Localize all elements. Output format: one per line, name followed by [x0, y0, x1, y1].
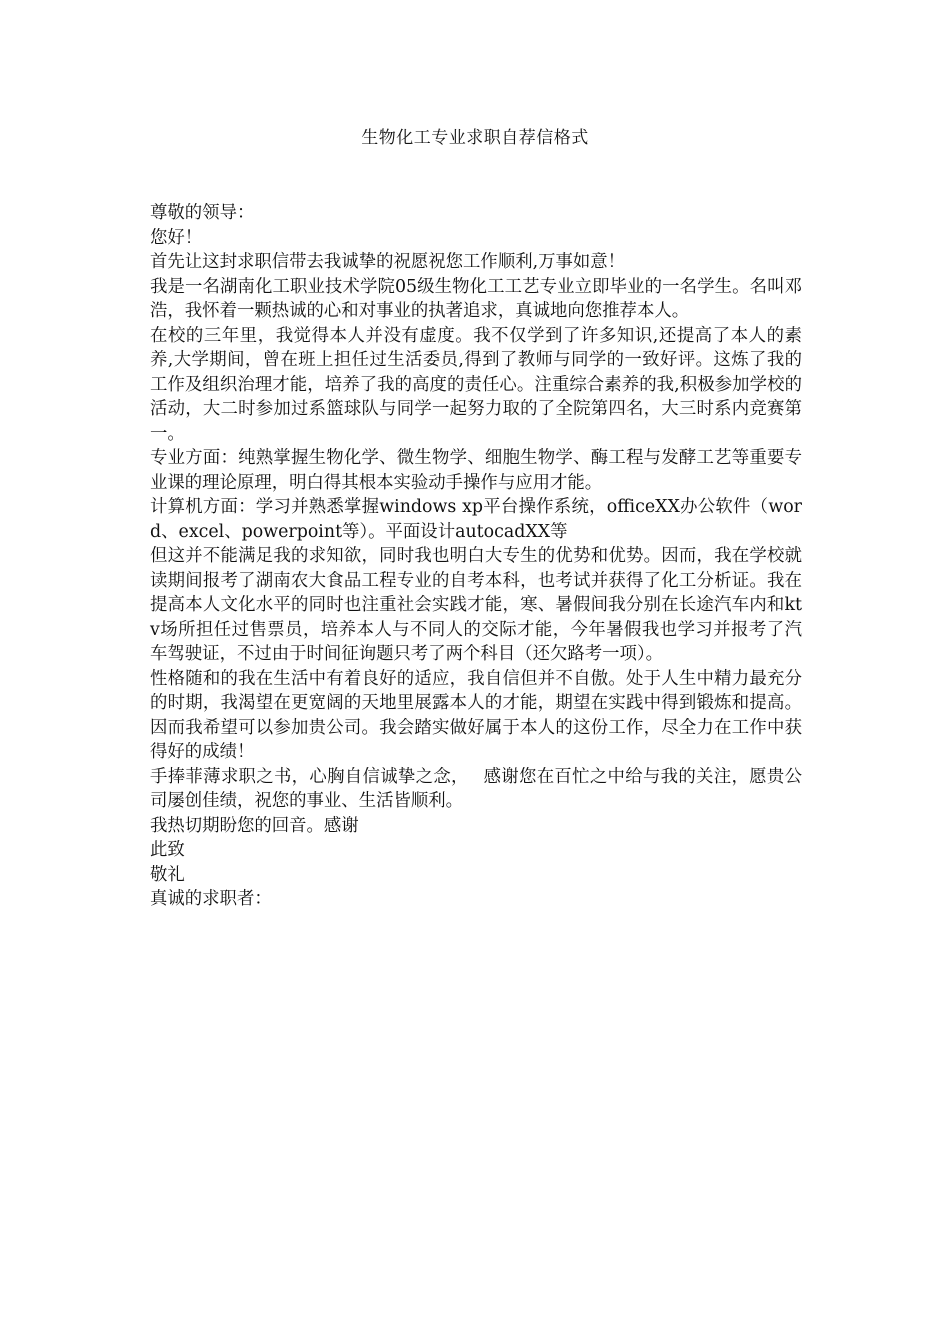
computer-skills-paragraph: 计算机方面：学习并熟悉掌握windows xp平台操作系统，officeXX办公软件（word、excel、powerpoint等）。平面设计autocadXX等 — [150, 497, 802, 542]
opening-paragraph: 首先让这封求职信带去我诚挚的祝愿祝您工作顺利,万事如意！ — [150, 252, 626, 272]
closing-line-1: 此致 — [150, 840, 185, 860]
professional-skills-paragraph: 专业方面：纯熟掌握生物化学、微生物学、细胞生物学、酶工程与发酵工艺等重要专业课的理论原理，明白得其根本实验动手操作与应用才能。 — [150, 448, 802, 493]
salutation: 尊敬的领导： — [150, 203, 255, 223]
document-title: 生物化工专业求职自荐信格式 — [361, 128, 589, 148]
greeting: 您好！ — [150, 227, 203, 248]
introduction-paragraph: 我是一名湖南化工职业技术学院05级生物化工工艺专业立即毕业的一名学生。名叫邓浩，我怀着一颗热诚的心和对事业的执著追求，真诚地向您推荐本人。 — [150, 276, 802, 321]
signature-line: 真诚的求职者： — [150, 889, 272, 909]
self-study-paragraph: 但这并不能满足我的求知欲，同时我也明白大专生的优势和优势。因而，我在学校就读期间报考了湖南农大食品工程专业的自考本科，也考试并获得了化工分析证。我在提高本人文化水平的同时也注重社会实践才能，寒、暑假间我分别在长途汽车内和ktv场所担任过售票员，培养本人与不同人的交际才能，今年暑假我也学习并报考了汽车驾驶证，不过由于时间征询题只考了两个科目（还欠路考一项）。 — [150, 546, 802, 664]
closing-line-2: 敬礼 — [150, 864, 185, 885]
thanks-paragraph: 手捧菲薄求职之书，心胸自信诚挚之念， 感谢您在百忙之中给与我的关注，愿贵公司屡创佳绩，祝您的事业、生活皆顺利。 — [150, 766, 802, 811]
school-experience-paragraph: 在校的三年里，我觉得本人并没有虚度。我不仅学到了许多知识,还提高了本人的素养,大学期间，曾在班上担任过生活委员,得到了教师与同学的一致好评。这炼了我的工作及组织治理才能，培养了我的高度的责任心。注重综合素养的我,积极参加学校的活动，大二时参加过系篮球队与同学一起努力取的了全院第四名，大三时系内竞赛第一。 — [150, 325, 802, 444]
awaiting-reply-line: 我热切期盼您的回音。感谢 — [150, 815, 359, 836]
personality-paragraph: 性格随和的我在生活中有着良好的适应，我自信但并不自傲。处于人生中精力最充分的时期，我渴望在更宽阔的天地里展露本人的才能，期望在实践中得到锻炼和提高。因而我希望可以参加贵公司。我会踏实做好属于本人的这份工作，尽全力在工作中获得好的成绩！ — [150, 668, 802, 762]
letter-body — [150, 201, 802, 912]
